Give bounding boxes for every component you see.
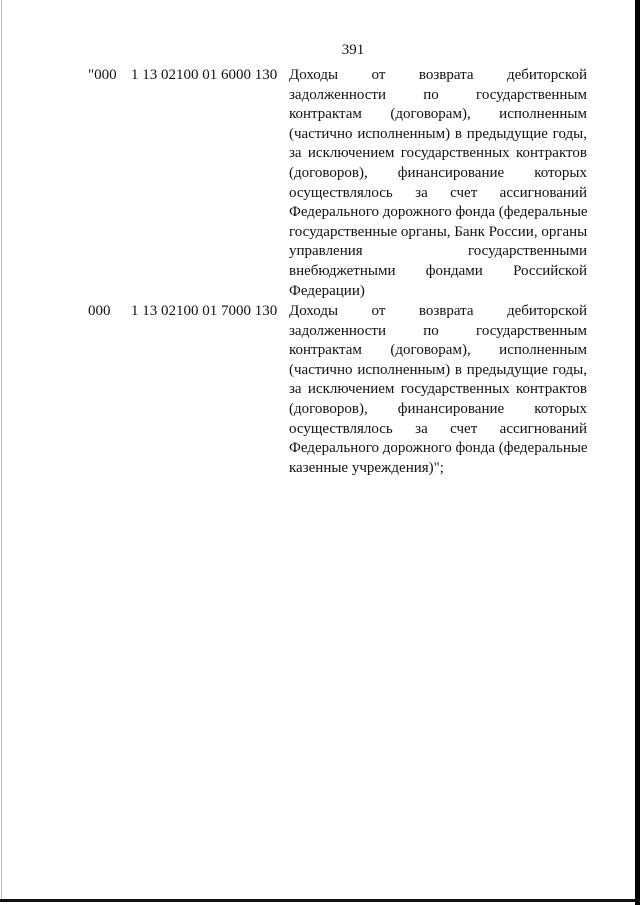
description-line: государственные органы, Банк России, органы — [289, 223, 588, 240]
admin-code: 000 — [88, 303, 111, 319]
description-line: задолженности по государственным — [289, 322, 587, 339]
description-line: внебюджетными фондами Российской — [289, 262, 587, 279]
description-line: казенные учреждения)"; — [289, 459, 444, 476]
description-line: осуществлялось за счет ассигнований — [289, 420, 587, 437]
kbk-code: 1 13 02100 01 6000 130 — [131, 67, 278, 83]
description-line: за исключением государственных контрактов — [289, 381, 587, 398]
description-line: осуществлялось за счет ассигнований — [289, 184, 587, 201]
description-line: контрактам (договорам), исполненным — [289, 106, 587, 123]
page-bottom-edge — [0, 899, 640, 902]
description-line: (частично исполненным) в предыдущие годы, — [289, 361, 587, 378]
page-left-edge — [1, 0, 2, 900]
description-line: контрактам (договорам), исполненным — [289, 342, 587, 359]
description-line: (частично исполненным) в предыдущие годы, — [289, 125, 587, 142]
description-line: Федерального дорожного фонда (федеральные — [289, 440, 588, 457]
description-line: за исключением государственных контрактов — [289, 145, 587, 162]
kbk-code: 1 13 02100 01 7000 130 — [131, 303, 278, 319]
description-line: Федерации) — [289, 282, 365, 299]
description — [289, 66, 587, 301]
admin-code: "000 — [88, 67, 117, 83]
page-number: 391 — [341, 42, 365, 58]
description-line: управления государственными — [289, 243, 587, 260]
page-right-edge — [635, 0, 640, 905]
description-line: Доходы от возврата дебиторской — [289, 303, 587, 319]
description-line: Федерального дорожного фонда (федеральные — [289, 204, 588, 221]
description-line: Доходы от возврата дебиторской — [289, 67, 587, 83]
description-line: задолженности по государственным — [289, 86, 587, 103]
description-line: (договоров), финансирование которых — [289, 164, 587, 181]
description — [289, 302, 587, 478]
description-line: (договоров), финансирование которых — [289, 400, 587, 417]
